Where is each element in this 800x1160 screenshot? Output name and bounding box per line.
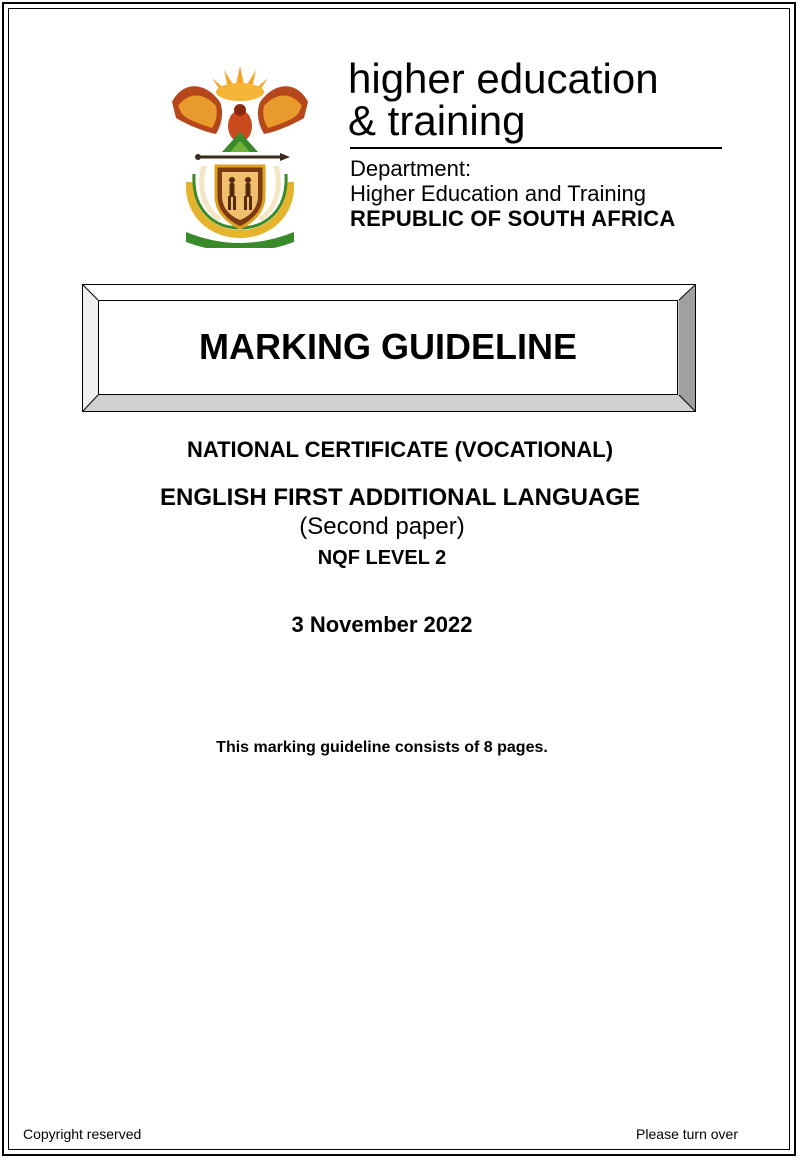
department-name: Higher Education and Training — [350, 181, 646, 206]
department-label: Department: — [350, 156, 472, 181]
nqf-level: NQF LEVEL 2 — [317, 547, 447, 569]
page-count-note: This marking guideline consists of 8 pages. — [216, 739, 548, 756]
brand-divider — [350, 147, 722, 149]
exam-date: 3 November 2022 — [291, 612, 473, 637]
brand-line-2: & training — [348, 97, 526, 144]
document-title: MARKING GUIDELINE — [199, 326, 577, 367]
coat-of-arms-icon — [164, 62, 316, 248]
subject-heading: ENGLISH FIRST ADDITIONAL LANGUAGE — [160, 484, 640, 511]
footer-copyright: Copyright reserved — [23, 1126, 142, 1142]
paper-subtitle: (Second paper) — [299, 513, 465, 540]
footer-turn-over: Please turn over — [636, 1126, 738, 1142]
title-frame — [82, 284, 696, 412]
country-name: REPUBLIC OF SOUTH AFRICA — [350, 206, 676, 231]
brand-line-1: higher education — [348, 55, 659, 102]
title-panel — [98, 300, 678, 395]
certificate-heading: NATIONAL CERTIFICATE (VOCATIONAL) — [186, 437, 614, 462]
